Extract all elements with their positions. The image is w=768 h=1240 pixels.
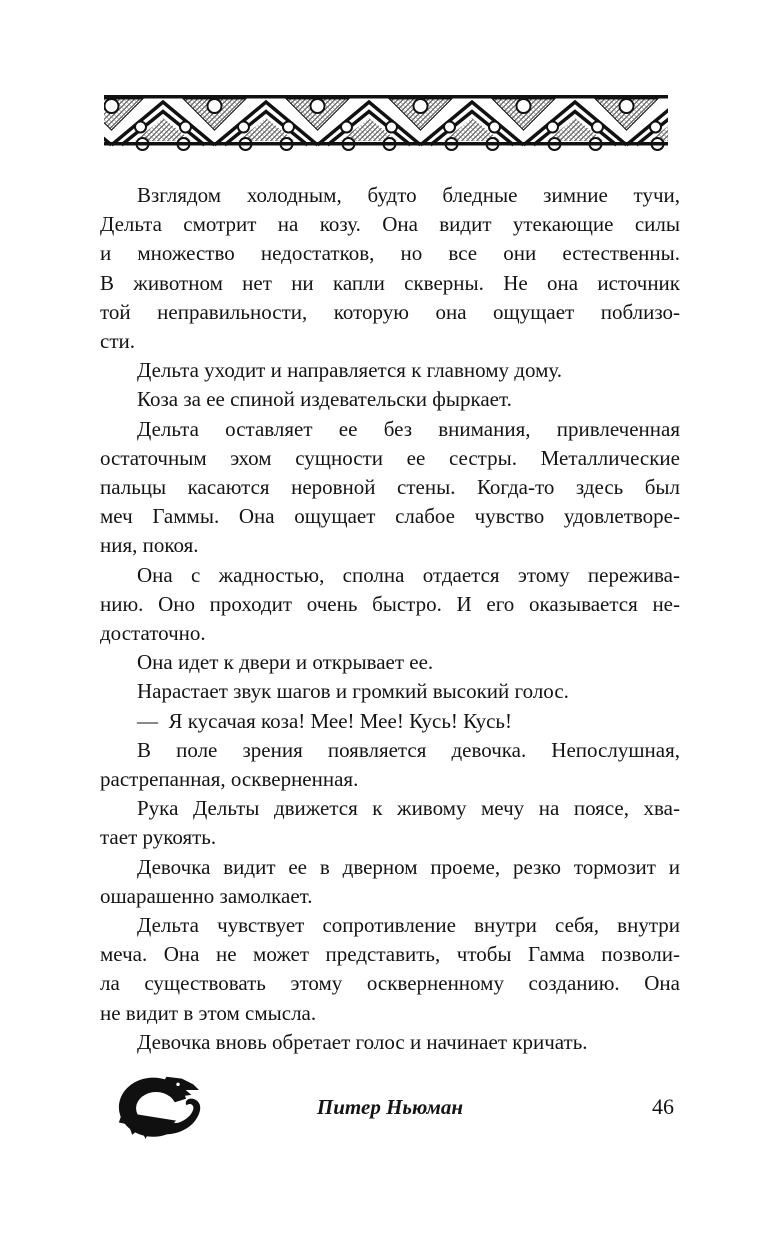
text-line: остаточным эхом сущности ее сестры. Металлические [100,445,680,470]
text-line: достаточно. [100,621,206,646]
text-line: Она идет к двери и открывает ее. [137,650,434,675]
text-line: и множество недостатков, но все они естественны. [100,241,680,266]
text-line: меча. Она не может представить, чтобы Гамма позволи- [100,942,680,967]
text-line: Дельта оставляет ее без внимания, привлеченная [137,416,680,441]
text-line: меч Гаммы. Она ощущает слабое чувство удовлетворе- [100,504,680,529]
text-line: Дельта уходит и направляется к главному дому. [137,358,563,383]
text-line: В животном нет ни капли скверны. Не она источник [100,270,680,295]
running-head: Питер Ньюман [316,1095,464,1119]
text-line: той неправильности, которую она ощущает поблизо- [100,299,680,324]
text-line: растрепанная, оскверненная. [100,767,359,792]
page-footer [100,1092,680,1122]
text-line: Нарастает звук шагов и громкий высокий голос. [137,679,569,704]
text-line: Взглядом холодным, будто бледные зимние тучи, [137,183,680,207]
text-line: пальцы касаются неровной стены. Когда-то здесь был [100,475,680,500]
text-line: сти. [100,329,135,354]
ornament-border [104,92,668,152]
text-line: Дельта смотрит на козу. Она видит утекающие силы [100,212,680,237]
text-line: ошарашенно замолкает. [100,883,313,908]
page-number: 46 [652,1094,674,1119]
text-line: ния, покоя. [100,533,199,558]
text-line: — Я кусачая коза! Мее! Мее! Кусь! Кусь! [137,708,512,733]
text-line: нию. Оно проходит очень быстро. И его оказывается не- [100,591,680,616]
text-line: ла существовать этому оскверненному созданию. Она [100,971,680,996]
text-line: Дельта чувствует сопротивление внутри себя, внутри [137,913,680,938]
text-line: не видит в этом смысла. [100,1000,317,1025]
text-line: В поле зрения появляется девочка. Непослушная, [137,737,680,762]
text-line: Девочка вновь обретает голос и начинает кричать. [137,1029,588,1054]
text-line: Рука Дельты движется к живому мечу на поясе, хва- [137,796,680,821]
page-text [100,181,680,1057]
text-line: Коза за ее спиной издевательски фыркает. [137,387,512,412]
text-line: тает рукоять. [100,825,217,850]
text-line: Девочка видит ее в дверном проеме, резко тормозит и [137,854,680,879]
text-line: Она с жадностью, сполна отдается этому пережива- [137,562,680,587]
